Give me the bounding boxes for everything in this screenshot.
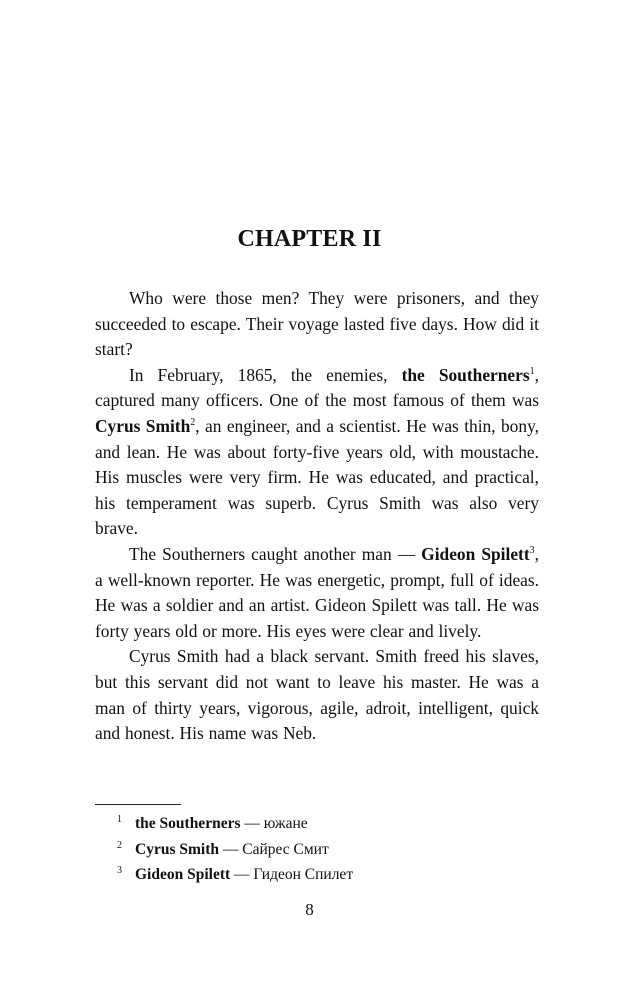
footnote-translation: южане bbox=[263, 815, 308, 832]
page-number: 8 bbox=[305, 900, 314, 919]
paragraph-4 bbox=[95, 644, 539, 746]
footnote bbox=[95, 862, 539, 888]
paragraph-1-text: Who were those men? They were prisoners, and they succeeded to escape. Their voyage lasted five days. How did it start? bbox=[95, 288, 539, 360]
footnotes bbox=[95, 811, 539, 888]
paragraph-1 bbox=[95, 286, 539, 363]
paragraph-3-text-a: The Southerners caught another man — bbox=[129, 543, 422, 564]
term-the-southerners: the Southerners bbox=[401, 364, 530, 385]
paragraph-2-text-b: , captured many officers. One of the most famous of them was bbox=[95, 364, 539, 411]
footnote-translation: Гидеон Спилет bbox=[253, 866, 354, 883]
footnote bbox=[95, 837, 539, 863]
paragraph-2 bbox=[95, 363, 539, 542]
footnote-term: Cyrus Smith bbox=[135, 840, 219, 858]
footnote-dash: — bbox=[244, 815, 260, 832]
paragraph-3 bbox=[95, 542, 539, 644]
footnote-number: 1 bbox=[117, 814, 122, 825]
footnote-dash: — bbox=[234, 866, 250, 883]
paragraph-2-text-a: In February, 1865, the enemies, bbox=[129, 364, 402, 385]
footnote-dash: — bbox=[222, 840, 239, 858]
paragraph-3-text-b: , a well-known reporter. He was energetic, prompt, full of ideas. He was a soldier and an artist. Gideon Spilett was tall. He was forty years old or more. His eyes were clear and lively. bbox=[95, 543, 539, 641]
paragraph-2-text-c: , an engineer, and a scientist. He was thin, bony, and lean. He was about forty-five years old, with moustache. His muscles were very firm. He was educated, and practical, his temperament was superb. Cyrus Smith was also very brave. bbox=[95, 415, 539, 539]
footnote-ref-3: 3 bbox=[529, 545, 535, 557]
footnote-ref-1: 1 bbox=[529, 365, 535, 377]
footnote-number: 2 bbox=[117, 839, 122, 851]
footnote-divider bbox=[95, 804, 181, 805]
footnote-term: Gideon Spilett bbox=[135, 866, 231, 883]
footnote-translation: Сайрес Смит bbox=[242, 840, 329, 858]
chapter-body bbox=[95, 286, 539, 747]
paragraph-4-text: Cyrus Smith had a black servant. Smith freed his slaves, but this servant did not want to leave his master. He was a man of thirty years, vigorous, agile, adroit, intelligent, quick and honest. His name was Neb. bbox=[95, 646, 539, 744]
footnote-ref-2: 2 bbox=[190, 417, 196, 429]
footnote-term: the Southerners bbox=[135, 815, 241, 832]
term-cyrus-smith: Cyrus Smith bbox=[95, 415, 191, 436]
footnote-number: 3 bbox=[117, 865, 122, 876]
chapter-title: CHAPTER II bbox=[237, 226, 382, 252]
term-gideon-spilett: Gideon Spilett bbox=[421, 543, 530, 564]
footnote bbox=[95, 811, 539, 837]
